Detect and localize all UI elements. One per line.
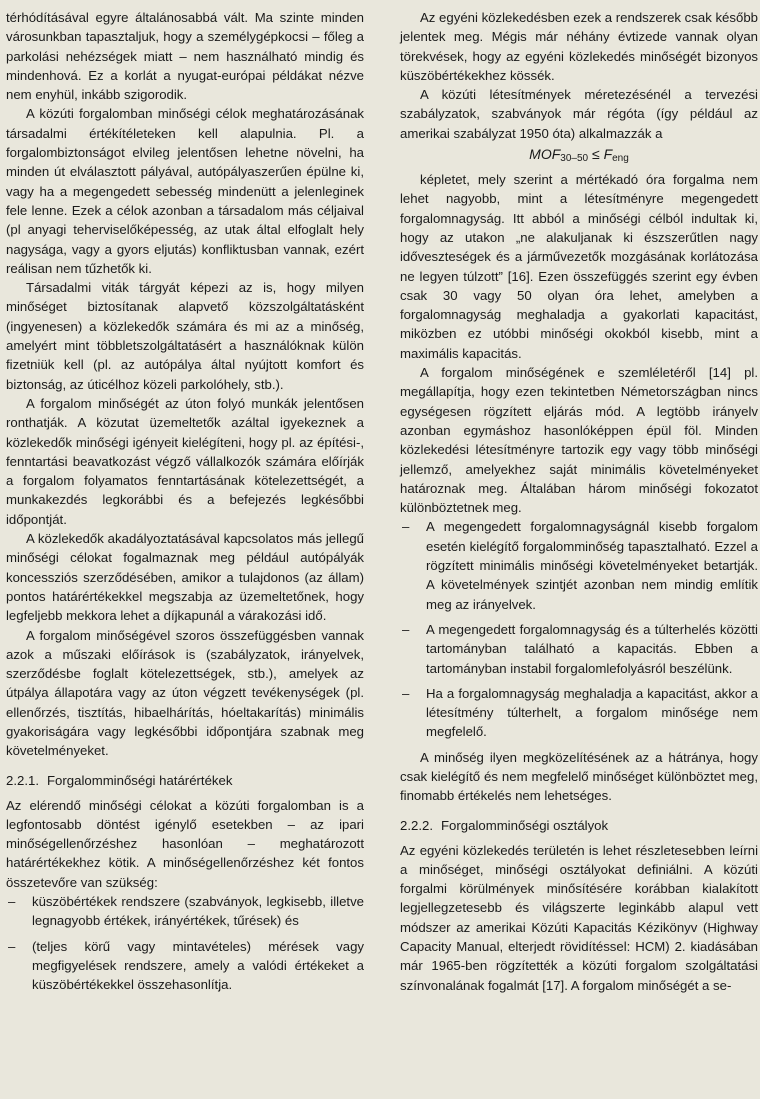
- formula: [400, 143, 758, 170]
- paragraph: Az egyéni közlekedés területén is lehet részletesebben leírni a minőséget, minőségi osztályokat definiálni. A közúti forgalmi körülmények minősítésére korábban kialakított legjellegzetesebb és világszerte leginkább alapul vett módszer az amerikai Közúti Kapacitás Kézikönyv (Highway Capacity Manual, elterjedt rövidítéssel: HCM) 2. kiadásában már 1965-ben rögzítették a közúti forgalom szolgáltatási színvonalának fogalmát [17]. A forgalom minőségét a se-: [400, 842, 758, 993]
- section-heading: [400, 816, 758, 835]
- list-item: [6, 937, 364, 995]
- section-title: Forgalomminőségi határértékek: [47, 772, 233, 788]
- paragraph: A közúti forgalomban minőségi célok meghatározásának társadalmi értékítéleteken kell alapulnia. Pl. a forgalombiztonságot elvileg jelentősen lehetne növelni, ha minden út elválasztott pályával, autópályaszerűen épülne ki, vagy ha a megengedett sebesség mindenütt a jelenleginek fele lenne. Ezek a célok azonban a társadalom más céljaival (pl anyagi teherviselőképesség, az utak által elfoglalt hely nagysága, vagy a gyors eljutás) konfliktusban vannak, ezért reálisan nem tűzhetők ki.: [6, 106, 364, 276]
- dash-bullet: –: [402, 621, 410, 637]
- left-column: [6, 8, 364, 1001]
- formula-rhs-subscript: eng: [612, 153, 629, 165]
- paragraph: A forgalom minőségével szoros összefüggésben vannak azok a műszaki előírások is (szabályzatok, irányelvek, szerződésbe foglalt kötelezettségek, stb.), amelyek az útpálya állapotára vagy az úton végzett tevékenységek (pl. ellenőrzés, tisztítás, hibaelhárítás, hóeltakarítás) minimális gyakoriságára vagy legkésőbbi időpontjára szabnak meg követelményeket.: [6, 627, 364, 759]
- dash-bullet: –: [402, 519, 410, 535]
- list-item-text: Ha a forgalomnagyság meghaladja a kapacitást, akkor a létesítmény túlterhelt, a forgalom minősége nem megfelelő.: [426, 685, 758, 740]
- paragraph: A közlekedők akadályoztatásával kapcsolatos más jellegű minőségi célokat fogalmaznak meg például autópályák koncessziós szerződésében, amikor a tulajdonos (az állam) pontos határértékekkel megszabja az üzemeltetőnek, hogy legfeljebb mekkora lehet a díjkapunál a várakozási idő.: [6, 531, 364, 624]
- paragraph: A forgalom minőségének e szemléletéről [14] pl. megállapítja, hogy ezen tekintetben Németországban nincs egységesen rögzített eljárás mód. A legtöbb irányelv azonban egymáshoz hasonlóképpen épül föl. Minden közlekedési létesítményre tartozik egy vagy több minőségi jellemző, amelyekhez saját minimális követelményeket határoznak meg. Általában három minőségi fokozatot különböztetnek meg.: [400, 365, 758, 516]
- bullet-list: [400, 517, 758, 741]
- formula-lhs-subscript: 30–50: [560, 153, 589, 165]
- formula-operator: ≤: [588, 146, 604, 163]
- paragraph: A forgalom minőségét az úton folyó munkák jelentősen ronthatják. A közutat üzemeltetők azáltal igyekeznek a közlekedők minőségi igényeit kielégíteni, hogy pl. az építési-, fenntartási beavatkozást végző vállalkozók számára előírják a forgalom folyamatos fenntartásának kötelezettségét, a munkakezdés legkorábbi és a befejezés legkésőbbi időpontját.: [6, 395, 364, 527]
- paragraph: képletet, mely szerint a mértékadó óra forgalma nem lehet nagyobb, mint a létesítményre megengedett forgalomnagyság. Itt abból a minőségi célból indultak ki, hogy az utakon „ne alakuljanak ki észszerűtlen nagy időveszteségek és a járművezetők mozgásának korlátozása ne legyen túlzott” [16]. Ezen összefüggés szerint egy évben csak 30 vagy 50 olyan óra lehet, amelyben a forgalomnagyság meghaladja a gyakorlati kapacitást, miközben ez utóbbi minőségi okokból kisebb, mint a maximális kapacitás.: [400, 172, 758, 361]
- paragraph: térhódításával egyre általánosabbá vált. Ma szinte minden városunkban tapasztaljuk, hogy a személygépkocsi – főleg a parkolási nehézségek miatt – nem használható mindig és mindenhová. Ez a korlát a nyugat-európai példákat nézve nem enyhül, inkább szigorodik.: [6, 10, 364, 103]
- paragraph: Társadalmi viták tárgyát képezi az is, hogy milyen minőséget biztosítanak alapvető közszolgáltatásként (ingyenesen) a közlekedők számára és mi az a minőség, amelyért mint többletszolgáltatásért a használóknak külön fizetniük kell (pl. az autópálya által nyújtott komfort és biztonság, az úticélhoz közeli parkolóhely, stb.).: [6, 280, 364, 392]
- list-item: [400, 517, 758, 613]
- list-item-text: A megengedett forgalomnagyság és a túlterhelés közötti tartományban található a kapacitás. Ebben a tartományban instabil forgalomlefolyásról beszélünk.: [426, 621, 758, 676]
- list-item: [400, 684, 758, 742]
- section-number: 2.2.2.: [400, 817, 433, 833]
- list-item-text: küszöbértékek rendszere (szabványok, legkisebb, illetve legnagyobb értékek, irányértékek, tűrések) és: [32, 894, 364, 929]
- list-item-text: A megengedett forgalomnagyságnál kisebb forgalom esetén kielégítő forgalomminőség tapasztalható. Ezzel a rögzített minimális minőségi követelményeket betartják. A követelmények szintjét azonban nem mindig említik meg az irányelvek.: [426, 519, 758, 612]
- list-item: [400, 620, 758, 678]
- dash-bullet: –: [8, 894, 16, 910]
- paragraph: A közúti létesítmények méretezésénél a tervezési szabályzatok, szabványok már régóta (így például az amerikai szabályzat 1950 óta) alkalmazzák a: [400, 87, 758, 141]
- list-item-text: (teljes körű vagy mintavételes) mérések vagy megfigyelések rendszere, amely a valódi értékeket a küszöbértékekkel összehasonlítja.: [32, 938, 364, 993]
- right-column: [400, 8, 758, 995]
- list-item: [6, 892, 364, 931]
- dash-bullet: –: [8, 938, 16, 954]
- paragraph: A minőség ilyen megközelítésének az a hátránya, hogy csak kielégítő és nem megfelelő minőséget különböztet meg, finomabb értékelés nem lehetséges.: [400, 749, 758, 804]
- formula-lhs: MOF: [529, 146, 561, 163]
- bullet-list: [6, 892, 364, 994]
- section-heading: [6, 771, 364, 790]
- paragraph: Az egyéni közlekedésben ezek a rendszerek csak később jelentek meg. Mégis már néhány évtizede vannak olyan törekvések, hogy az egyéni közlekedés minőségét bizonyos küszöbértékekhez kössék.: [400, 10, 758, 83]
- dash-bullet: –: [402, 685, 410, 701]
- section-number: 2.2.1.: [6, 772, 39, 788]
- section-title: Forgalomminőségi osztályok: [441, 817, 609, 833]
- formula-rhs: F: [603, 146, 613, 163]
- paragraph: Az elérendő minőségi célokat a közúti forgalomban is a legfontosabb döntést igénylő esetekben – az ipari minőségellenőrzéshez hasonlóan – meghatározott határértékekhez kötik. A minőségellenőrzéshez két fontos összetevőre van szükség:: [6, 797, 364, 890]
